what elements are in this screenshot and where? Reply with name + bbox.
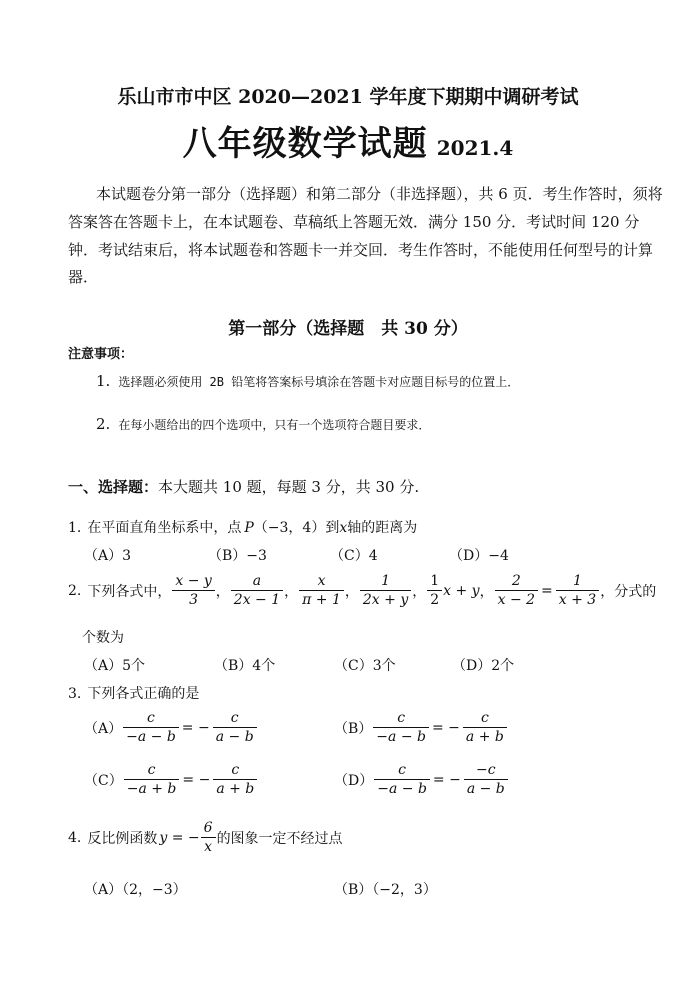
section-heading bbox=[68, 476, 419, 497]
exam-date: 2021.4 bbox=[436, 136, 514, 160]
rhs-fraction: $\frac{c}{a + b}$ bbox=[463, 710, 507, 745]
intro-line: 答案答在答题卡上，在本试题卷、草稿纸上答题无效．满分 150 分．考试时间 120 分 bbox=[68, 213, 640, 231]
question-2-stem bbox=[68, 573, 656, 608]
stem-text: 反比例函数 bbox=[87, 830, 158, 847]
note-text: 在每小题给出的四个选项中，只有一个选项符合题目要求． bbox=[118, 417, 431, 432]
question-4-stem bbox=[68, 820, 343, 855]
question-1-stem bbox=[68, 517, 417, 537]
operator: = − bbox=[432, 771, 461, 788]
stem-text: 的图象一定不经过点 bbox=[216, 830, 343, 847]
sep: ， bbox=[479, 583, 494, 600]
intro-line: 本试题卷分第一部分（选择题）和第二部分（非选择题），共 6 页．考生作答时，须将 bbox=[96, 185, 663, 203]
option-b: （B）−3 bbox=[208, 548, 267, 564]
exam-title-row bbox=[0, 116, 696, 165]
note-item bbox=[96, 372, 519, 390]
question-3-stem bbox=[68, 683, 199, 703]
equals-sign: = bbox=[541, 582, 553, 599]
option-a: （A）5个 bbox=[84, 658, 146, 674]
option-label: （A） bbox=[84, 720, 123, 737]
note-number: 2. bbox=[96, 415, 111, 433]
operator: = − bbox=[431, 719, 460, 736]
expr-2: $\frac{a}{2x - 1}$ bbox=[231, 573, 283, 608]
stem-text: （−3，4）到 bbox=[253, 520, 340, 536]
var-x: x bbox=[339, 520, 348, 536]
option-d: （D）2个 bbox=[452, 658, 515, 674]
function-lhs: y = − bbox=[159, 829, 200, 846]
notes-label: 注意事项： bbox=[68, 347, 134, 362]
expr-5-frac: $\frac{1}{2}$ bbox=[427, 573, 442, 608]
option-b: （B）4个 bbox=[214, 658, 276, 674]
option-d: （D）−4 bbox=[449, 548, 509, 564]
option-d bbox=[334, 762, 509, 797]
sep: ， bbox=[284, 583, 299, 600]
option-label: （C） bbox=[84, 772, 123, 789]
stem-text: 下列各式中， bbox=[87, 583, 172, 600]
note-item bbox=[96, 415, 430, 433]
function-fraction: $\frac{6}{x}$ bbox=[201, 820, 216, 855]
question-number: 2. bbox=[68, 582, 82, 599]
lhs-fraction: $\frac{c}{-a - b}$ bbox=[123, 710, 179, 745]
sep: ， bbox=[412, 583, 427, 600]
option-label: （D） bbox=[334, 772, 374, 789]
sep: ， bbox=[344, 583, 359, 600]
exam-header-line: 乐山市市中区 2020—2021 学年度下期期中调研考试 bbox=[117, 86, 579, 108]
question-2-continuation: 个数为 bbox=[82, 630, 124, 646]
option-c: （C）3个 bbox=[334, 658, 396, 674]
intro-line: 器． bbox=[68, 268, 99, 286]
operator: = − bbox=[181, 719, 210, 736]
part1-title: 第一部分（选择题 共 30 分） bbox=[228, 319, 468, 339]
note-text: 选择题必须使用 2B 铅笔将答案标号填涂在答题卡对应题目标号的位置上． bbox=[118, 374, 520, 389]
stem-text: 轴的距离为 bbox=[347, 520, 418, 536]
option-b bbox=[334, 710, 508, 745]
expr-1: $\frac{x - y}{3}$ bbox=[172, 573, 214, 608]
expr-6-right: $\frac{1}{x + 3}$ bbox=[556, 573, 599, 608]
option-label: （B） bbox=[334, 720, 373, 737]
option-a: （A）（2，−3） bbox=[84, 882, 187, 898]
note-number: 1. bbox=[96, 372, 111, 390]
expr-4: $\frac{1}{2x + y}$ bbox=[360, 573, 411, 608]
expr-3: $\frac{x}{\pi + 1}$ bbox=[299, 573, 344, 608]
option-c bbox=[84, 762, 258, 797]
stem-text: ，分式的 bbox=[600, 583, 657, 600]
expr-6-left: $\frac{2}{x - 2}$ bbox=[495, 573, 538, 608]
lhs-fraction: $\frac{c}{-a - b}$ bbox=[373, 710, 429, 745]
option-b: （B）（−2，3） bbox=[334, 882, 437, 898]
stem-text: 在平面直角坐标系中，点 bbox=[87, 520, 242, 536]
var-p: P bbox=[244, 520, 254, 536]
stem-text: 下列各式正确的是 bbox=[87, 686, 200, 702]
section-label: 一、选择题： bbox=[68, 478, 159, 496]
operator: = − bbox=[182, 771, 211, 788]
question-number: 1. bbox=[68, 520, 82, 536]
expr-5-tail: x + y bbox=[443, 582, 480, 599]
rhs-fraction: $\frac{c}{a + b}$ bbox=[213, 762, 257, 797]
option-c: （C）4 bbox=[330, 548, 378, 564]
sep: ， bbox=[215, 583, 230, 600]
question-number: 3. bbox=[68, 686, 82, 702]
question-number: 4. bbox=[68, 829, 82, 846]
option-a: （A）3 bbox=[84, 548, 132, 564]
rhs-fraction: $\frac{-c}{a - b}$ bbox=[464, 762, 508, 797]
lhs-fraction: $\frac{c}{-a - b}$ bbox=[374, 762, 430, 797]
section-desc: 本大题共 10 题，每题 3 分，共 30 分. bbox=[158, 478, 420, 496]
option-a bbox=[84, 710, 258, 745]
rhs-fraction: $\frac{c}{a - b}$ bbox=[213, 710, 257, 745]
intro-line: 钟．考试结束后，将本试题卷和答题卡一并交回．考生作答时，不能使用任何型号的计算 bbox=[68, 241, 654, 259]
lhs-fraction: $\frac{c}{-a + b}$ bbox=[124, 762, 180, 797]
exam-title: 八年级数学试题 bbox=[182, 124, 428, 164]
